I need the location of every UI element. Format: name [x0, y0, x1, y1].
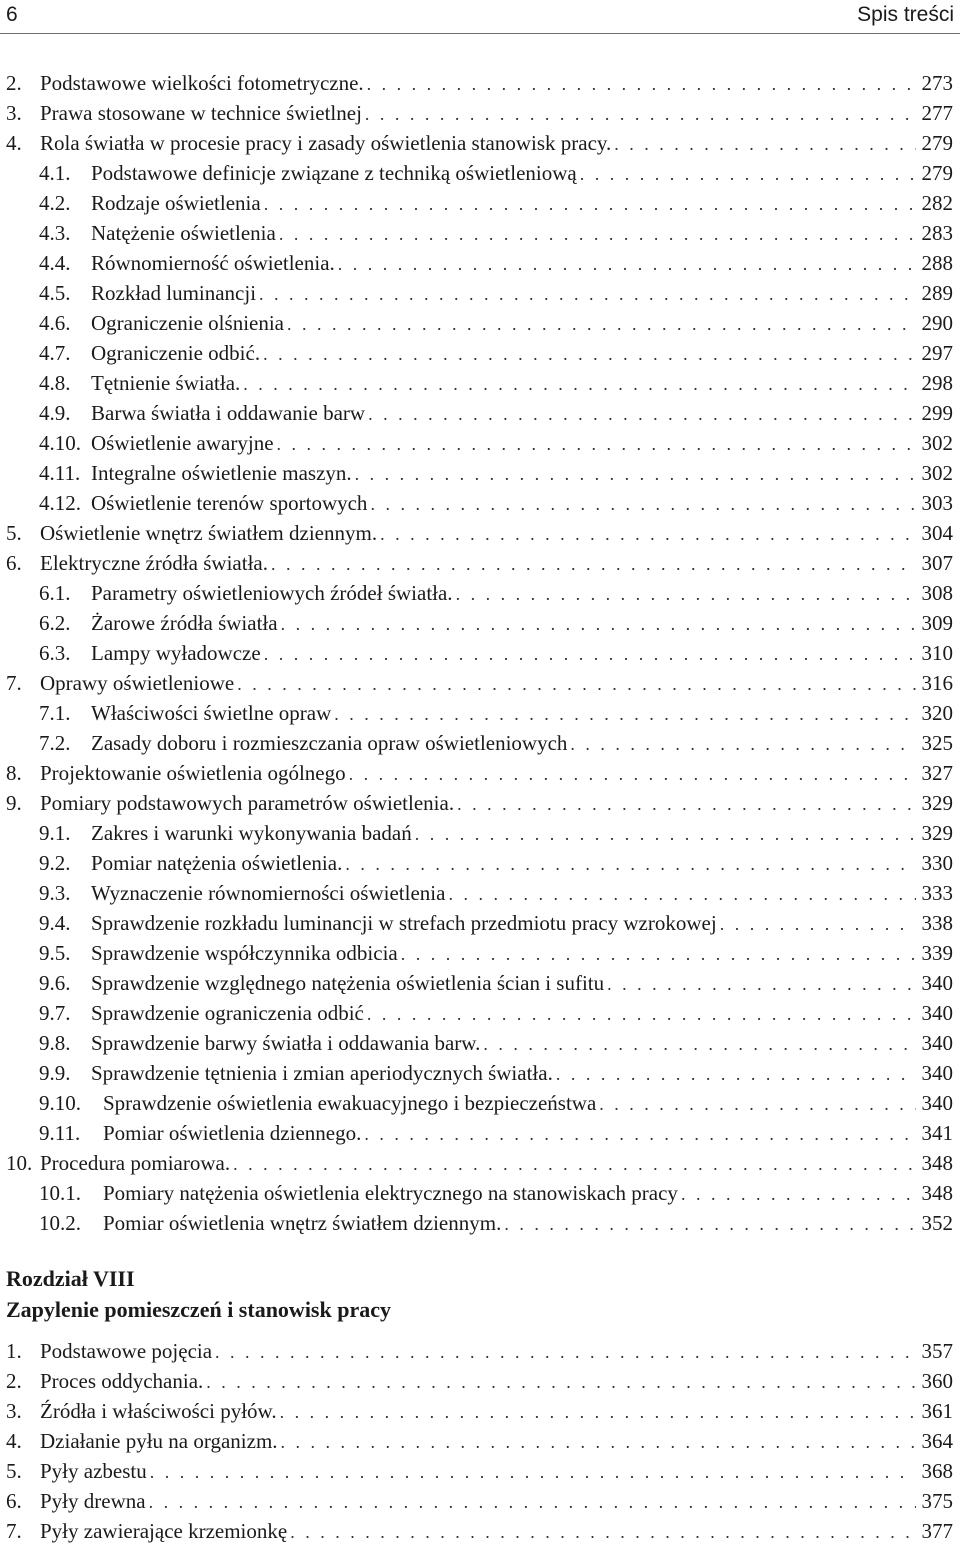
toc-entry	[0, 1148, 960, 1178]
toc-entry-number: 9.1.	[39, 821, 71, 845]
toc-entry-number: 3.	[6, 101, 22, 125]
toc-entry-number: 2.	[6, 71, 22, 95]
toc-entry	[0, 548, 960, 578]
dot-leader	[365, 99, 916, 129]
toc-entry-page: 357	[921, 1339, 953, 1363]
toc-entry-title: Integralne oświetlenie maszyn.	[91, 461, 352, 485]
toc-entry-page: 302	[921, 431, 953, 455]
toc-entry-page: 279	[921, 161, 953, 185]
toc-entry-page: 303	[921, 491, 953, 515]
dot-leader	[233, 1149, 915, 1179]
table-of-contents-chapter-viii	[0, 1336, 960, 1546]
dot-leader	[271, 549, 916, 579]
toc-entry	[0, 1486, 960, 1516]
dot-leader	[345, 849, 915, 879]
toc-entry-page: 299	[921, 401, 953, 425]
toc-entry	[0, 608, 960, 638]
toc-entry-page: 330	[921, 851, 953, 875]
toc-entry-page: 298	[921, 371, 953, 395]
dot-leader	[277, 429, 916, 459]
dot-leader	[150, 1457, 916, 1487]
toc-entry-page: 289	[921, 281, 953, 305]
toc-entry-title: Elektryczne źródła światła.	[40, 551, 268, 575]
dot-leader	[264, 189, 916, 219]
toc-entry	[0, 668, 960, 698]
toc-entry-page: 377	[921, 1519, 953, 1543]
toc-entry	[0, 968, 960, 998]
toc-entry-title: Ograniczenie olśnienia	[91, 311, 284, 335]
toc-entry	[0, 1178, 960, 1208]
toc-entry-title: Podstawowe pojęcia	[40, 1339, 213, 1363]
toc-entry	[0, 158, 960, 188]
toc-entry-number: 6.2.	[39, 611, 71, 635]
dot-leader	[380, 519, 915, 549]
toc-entry-title: Zakres i warunki wykonywania badań	[91, 821, 412, 845]
toc-entry-number: 7.1.	[39, 701, 71, 725]
toc-entry	[0, 908, 960, 938]
toc-entry-title: Działanie pyłu na organizm.	[40, 1429, 278, 1453]
toc-entry-title: Sprawdzenie oświetlenia ewakuacyjnego i bezpieczeństwa	[103, 1091, 597, 1115]
toc-entry-title: Podstawowe wielkości fotometryczne.	[40, 71, 364, 95]
toc-entry-number: 4.7.	[39, 341, 71, 365]
toc-entry-number: 2.	[6, 1369, 22, 1393]
toc-entry-page: 338	[921, 911, 953, 935]
toc-entry-title: Ograniczenie odbić.	[91, 341, 261, 365]
dot-leader	[681, 1179, 916, 1209]
toc-entry-page: 307	[921, 551, 953, 575]
toc-entry-page: 309	[921, 611, 953, 635]
chapter-heading	[6, 1263, 391, 1325]
toc-entry	[0, 488, 960, 518]
toc-entry	[0, 1336, 960, 1366]
toc-entry-page: 360	[921, 1369, 953, 1393]
toc-entry	[0, 638, 960, 668]
toc-entry-page: 302	[921, 461, 953, 485]
toc-entry-title: Pyły zawierające krzemionkę	[40, 1519, 288, 1543]
dot-leader	[149, 1487, 916, 1517]
dot-leader	[215, 1337, 915, 1367]
table-of-contents	[0, 68, 960, 1238]
dot-leader	[607, 969, 915, 999]
dot-leader	[206, 1367, 915, 1397]
toc-entry-title: Podstawowe definicje związane z techniką oświetleniową	[91, 161, 577, 185]
toc-entry	[0, 1396, 960, 1426]
toc-entry-page: 308	[921, 581, 953, 605]
toc-entry-number: 5.	[6, 521, 22, 545]
dot-leader	[556, 1059, 916, 1089]
dot-leader	[570, 729, 915, 759]
toc-entry-number: 3.	[6, 1399, 22, 1423]
dot-leader	[415, 819, 916, 849]
toc-entry-page: 340	[921, 1061, 953, 1085]
toc-entry	[0, 128, 960, 158]
toc-entry-page: 304	[921, 521, 953, 545]
toc-entry-title: Żarowe źródła światła	[91, 611, 278, 635]
toc-entry-page: 333	[921, 881, 953, 905]
toc-entry	[0, 728, 960, 758]
toc-entry-number: 9.4.	[39, 911, 71, 935]
toc-entry-number: 6.	[6, 1489, 22, 1513]
toc-entry-page: 340	[921, 1091, 953, 1115]
toc-entry	[0, 1456, 960, 1486]
toc-entry	[0, 398, 960, 428]
dot-leader	[287, 309, 916, 339]
dot-leader	[364, 1119, 915, 1149]
toc-entry-number: 4.5.	[39, 281, 71, 305]
toc-entry-title: Wyznaczenie równomierności oświetlenia	[91, 881, 446, 905]
toc-entry-number: 5.	[6, 1459, 22, 1483]
toc-entry-page: 341	[921, 1121, 953, 1145]
toc-entry-title: Oprawy oświetleniowe	[40, 671, 235, 695]
toc-entry	[0, 368, 960, 398]
toc-entry-number: 9.5.	[39, 941, 71, 965]
toc-entry	[0, 938, 960, 968]
toc-entry-title: Pomiary natężenia oświetlenia elektrycznego na stanowiskach pracy	[103, 1181, 678, 1205]
toc-entry-title: Natężenie oświetlenia	[91, 221, 276, 245]
header-rule	[0, 33, 960, 34]
dot-leader	[280, 1397, 916, 1427]
toc-entry-number: 4.1.	[39, 161, 71, 185]
toc-entry-number: 4.6.	[39, 311, 71, 335]
toc-entry-title: Sprawdzenie rozkładu luminancji w strefach przedmiotu pracy wzrokowej	[91, 911, 717, 935]
dot-leader	[243, 369, 915, 399]
dot-leader	[264, 639, 916, 669]
toc-entry-title: Pomiar oświetlenia wnętrz światłem dziennym.	[103, 1211, 502, 1235]
dot-leader	[338, 249, 916, 279]
dot-leader	[370, 489, 915, 519]
dot-leader	[281, 1427, 916, 1457]
dot-leader	[281, 609, 916, 639]
toc-entry	[0, 338, 960, 368]
toc-entry-title: Oświetlenie awaryjne	[91, 431, 274, 455]
toc-entry	[0, 1058, 960, 1088]
toc-entry-title: Pyły drewna	[40, 1489, 146, 1513]
toc-entry-page: 273	[921, 71, 953, 95]
toc-entry-page: 361	[921, 1399, 953, 1423]
toc-entry-title: Równomierność oświetlenia.	[91, 251, 335, 275]
toc-entry	[0, 878, 960, 908]
toc-entry	[0, 1028, 960, 1058]
dot-leader	[599, 1089, 915, 1119]
running-title: Spis treści	[857, 3, 954, 26]
toc-entry-number: 9.3.	[39, 881, 71, 905]
toc-entry-page: 320	[921, 701, 953, 725]
toc-entry-title: Rola światła w procesie pracy i zasady oświetlenia stanowisk pracy.	[40, 131, 612, 155]
toc-entry-title: Lampy wyładowcze	[91, 641, 261, 665]
toc-entry-page: 283	[921, 221, 953, 245]
toc-entry-number: 4.9.	[39, 401, 71, 425]
toc-entry-number: 9.2.	[39, 851, 71, 875]
toc-entry-number: 9.	[6, 791, 22, 815]
toc-entry-page: 340	[921, 1031, 953, 1055]
toc-entry-page: 325	[921, 731, 953, 755]
dot-leader	[367, 69, 916, 99]
toc-entry-number: 9.8.	[39, 1031, 71, 1055]
toc-entry-title: Źródła i właściwości pyłów.	[40, 1399, 277, 1423]
toc-entry-page: 316	[921, 671, 953, 695]
toc-entry-title: Sprawdzenie tętnienia i zmian aperiodycznych światła.	[91, 1061, 553, 1085]
toc-entry	[0, 308, 960, 338]
toc-entry-page: 348	[921, 1181, 953, 1205]
toc-entry-number: 1.	[6, 1339, 22, 1363]
toc-entry-number: 4.2.	[39, 191, 71, 215]
toc-entry-page: 340	[921, 1001, 953, 1025]
toc-entry	[0, 1516, 960, 1546]
toc-entry-page: 352	[921, 1211, 953, 1235]
toc-entry-page: 282	[921, 191, 953, 215]
toc-entry-number: 9.10.	[39, 1091, 81, 1115]
dot-leader	[263, 339, 915, 369]
dot-leader	[334, 699, 915, 729]
page-header	[0, 0, 960, 34]
toc-entry-page: 277	[921, 101, 953, 125]
dot-leader	[279, 219, 916, 249]
dot-leader	[448, 879, 915, 909]
toc-entry-title: Projektowanie oświetlenia ogólnego	[40, 761, 346, 785]
toc-entry-number: 9.11.	[39, 1121, 81, 1145]
toc-entry-page: 340	[921, 971, 953, 995]
toc-entry-title: Parametry oświetleniowych źródeł światła.	[91, 581, 453, 605]
toc-entry-page: 375	[921, 1489, 953, 1513]
toc-entry-page: 327	[921, 761, 953, 785]
toc-entry-number: 7.	[6, 671, 22, 695]
dot-leader	[367, 999, 916, 1029]
toc-entry-page: 290	[921, 311, 953, 335]
toc-entry	[0, 788, 960, 818]
toc-entry	[0, 68, 960, 98]
toc-entry-page: 310	[921, 641, 953, 665]
toc-entry	[0, 758, 960, 788]
toc-entry	[0, 518, 960, 548]
toc-entry	[0, 578, 960, 608]
toc-entry-title: Sprawdzenie barwy światła i oddawania barw.	[91, 1031, 481, 1055]
dot-leader	[580, 159, 916, 189]
toc-entry-title: Oświetlenie terenów sportowych	[91, 491, 368, 515]
toc-entry-title: Proces oddychania.	[40, 1369, 204, 1393]
toc-entry-number: 10.2.	[39, 1211, 81, 1235]
toc-entry-number: 7.2.	[39, 731, 71, 755]
toc-entry-number: 4.	[6, 131, 22, 155]
toc-entry-number: 9.9.	[39, 1061, 71, 1085]
toc-entry-title: Zasady doboru i rozmieszczania opraw oświetleniowych	[91, 731, 568, 755]
toc-entry-page: 339	[921, 941, 953, 965]
dot-leader	[349, 759, 916, 789]
toc-entry-number: 6.	[6, 551, 22, 575]
toc-entry-page: 329	[921, 791, 953, 815]
toc-entry-title: Sprawdzenie współczynnika odbicia	[91, 941, 398, 965]
toc-entry	[0, 188, 960, 218]
toc-entry-title: Pomiary podstawowych parametrów oświetlenia.	[40, 791, 455, 815]
toc-entry-title: Barwa światła i oddawanie barw	[91, 401, 366, 425]
dot-leader	[355, 459, 916, 489]
toc-entry-number: 4.8.	[39, 371, 71, 395]
dot-leader	[237, 669, 915, 699]
toc-entry	[0, 1426, 960, 1456]
toc-entry-title: Sprawdzenie względnego natężenia oświetlenia ścian i sufitu	[91, 971, 605, 995]
toc-entry-number: 9.7.	[39, 1001, 71, 1025]
toc-entry	[0, 998, 960, 1028]
chapter-label: Rozdział VIII	[6, 1266, 135, 1291]
toc-entry-number: 7.	[6, 1519, 22, 1543]
toc-entry-number: 6.1.	[39, 581, 71, 605]
toc-entry-page: 288	[921, 251, 953, 275]
dot-leader	[259, 279, 915, 309]
toc-entry	[0, 248, 960, 278]
dot-leader	[290, 1517, 915, 1547]
toc-entry-title: Właściwości świetlne opraw	[91, 701, 332, 725]
toc-entry-number: 4.11.	[39, 461, 81, 485]
toc-entry	[0, 818, 960, 848]
toc-entry-number: 4.3.	[39, 221, 71, 245]
toc-entry-title: Pomiar natężenia oświetlenia.	[91, 851, 343, 875]
toc-entry-page: 279	[921, 131, 953, 155]
toc-entry-page: 348	[921, 1151, 953, 1175]
toc-entry-title: Rozkład luminancji	[91, 281, 257, 305]
toc-entry	[0, 1208, 960, 1238]
dot-leader	[456, 579, 916, 609]
toc-entry-page: 297	[921, 341, 953, 365]
toc-entry-number: 9.6.	[39, 971, 71, 995]
toc-entry-page: 368	[921, 1459, 953, 1483]
dot-leader	[720, 909, 916, 939]
toc-entry-title: Pyły azbestu	[40, 1459, 147, 1483]
dot-leader	[483, 1029, 915, 1059]
toc-entry-number: 6.3.	[39, 641, 71, 665]
toc-entry-title: Prawa stosowane w technice świetlnej	[40, 101, 362, 125]
dot-leader	[368, 399, 915, 429]
toc-entry-title: Procedura pomiarowa.	[40, 1151, 231, 1175]
toc-entry	[0, 1118, 960, 1148]
toc-entry-number: 10.	[6, 1151, 33, 1175]
dot-leader	[401, 939, 916, 969]
toc-entry-title: Pomiar oświetlenia dziennego.	[103, 1121, 362, 1145]
toc-entry	[0, 1366, 960, 1396]
toc-entry-number: 4.10.	[39, 431, 81, 455]
toc-entry	[0, 98, 960, 128]
toc-entry	[0, 848, 960, 878]
toc-entry-number: 4.	[6, 1429, 22, 1453]
toc-entry-number: 4.12.	[39, 491, 81, 515]
toc-entry-page: 329	[921, 821, 953, 845]
toc-entry-page: 364	[921, 1429, 953, 1453]
page-number: 6	[6, 3, 18, 26]
toc-entry	[0, 698, 960, 728]
toc-entry	[0, 458, 960, 488]
toc-entry-number: 8.	[6, 761, 22, 785]
toc-entry-number: 10.1.	[39, 1181, 81, 1205]
toc-entry-title: Tętnienie światła.	[91, 371, 241, 395]
toc-entry	[0, 428, 960, 458]
toc-entry-title: Rodzaje oświetlenia	[91, 191, 261, 215]
toc-entry	[0, 278, 960, 308]
dot-leader	[457, 789, 915, 819]
toc-entry	[0, 218, 960, 248]
toc-entry-title: Sprawdzenie ograniczenia odbić	[91, 1001, 364, 1025]
dot-leader	[614, 129, 915, 159]
toc-entry	[0, 1088, 960, 1118]
chapter-title: Zapylenie pomieszczeń i stanowisk pracy	[6, 1297, 391, 1322]
toc-entry-title: Oświetlenie wnętrz światłem dziennym.	[40, 521, 378, 545]
dot-leader	[504, 1209, 915, 1239]
toc-entry-number: 4.4.	[39, 251, 71, 275]
